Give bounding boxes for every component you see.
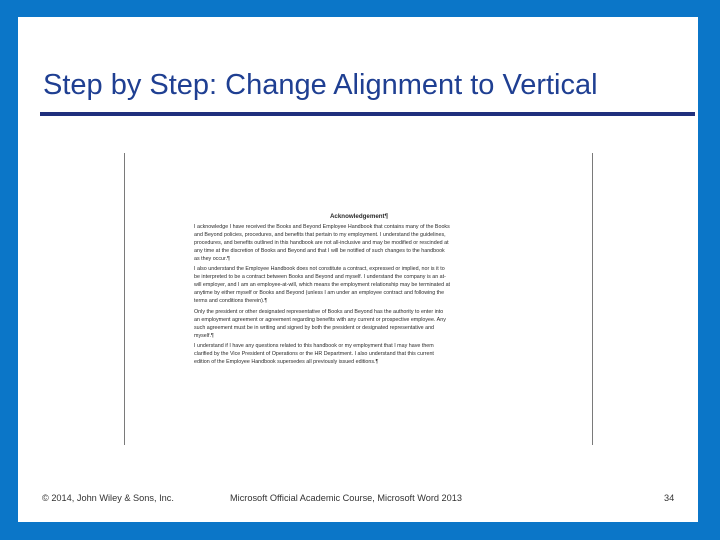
document-screenshot	[124, 153, 594, 447]
footer-course-name: Microsoft Official Academic Course, Microsoft Word 2013	[230, 493, 462, 503]
footer-copyright: © 2014, John Wiley & Sons, Inc.	[42, 493, 174, 503]
document-paragraph-3: Only the president or other designated representative of Books and Beyond has the authority to enter into an employment agreement or agreement regarding benefits with any current or prospective employee. Any such agreement must be in writing and signed by both the president or designated representative and myself.¶	[194, 308, 446, 339]
acknowledgement-text-block	[194, 213, 524, 368]
document-paragraph-2: I also understand the Employee Handbook does not constitute a contract, expressed or implied, nor is it to be interpreted to be a contract between Books and Beyond and myself. I understand the company is an at- will employer, and I am an employee-at-will, which means the employment relationship may be terminated at anytime by either myself or Books and Beyond (unless I am under an employee contract and following the terms and conditions therein).¶	[194, 266, 451, 305]
document-heading: Acknowledgement¶	[329, 213, 389, 220]
slide-title: Step by Step: Change Alignment to Vertical	[43, 69, 598, 101]
document-paragraph-4: I understand if I have any questions related to this handbook or my employment that I may have them clarified by the Vice President of Operations or the HR Department. I also understand that this current edition of the Employee Handbook supersedes all previously issued editions.¶	[194, 342, 434, 365]
document-paragraph-1: I acknowledge I have received the Books and Beyond Employee Handbook that contains many of the Books and Beyond policies, procedures, and benefits that pertain to my employment. I understand the guidelines, procedures, and benefits outlined in this handbook are not all-inclusive and may be modified or rescinded at any time at the discretion of Books and Beyond and that I will be notified of such changes to the handbook as they occur.¶	[194, 224, 450, 263]
title-underline	[40, 112, 695, 116]
right-page-margin-line	[592, 153, 593, 445]
footer-page-number: 34	[664, 493, 675, 503]
slide	[18, 17, 698, 522]
left-page-margin-line	[124, 153, 125, 445]
